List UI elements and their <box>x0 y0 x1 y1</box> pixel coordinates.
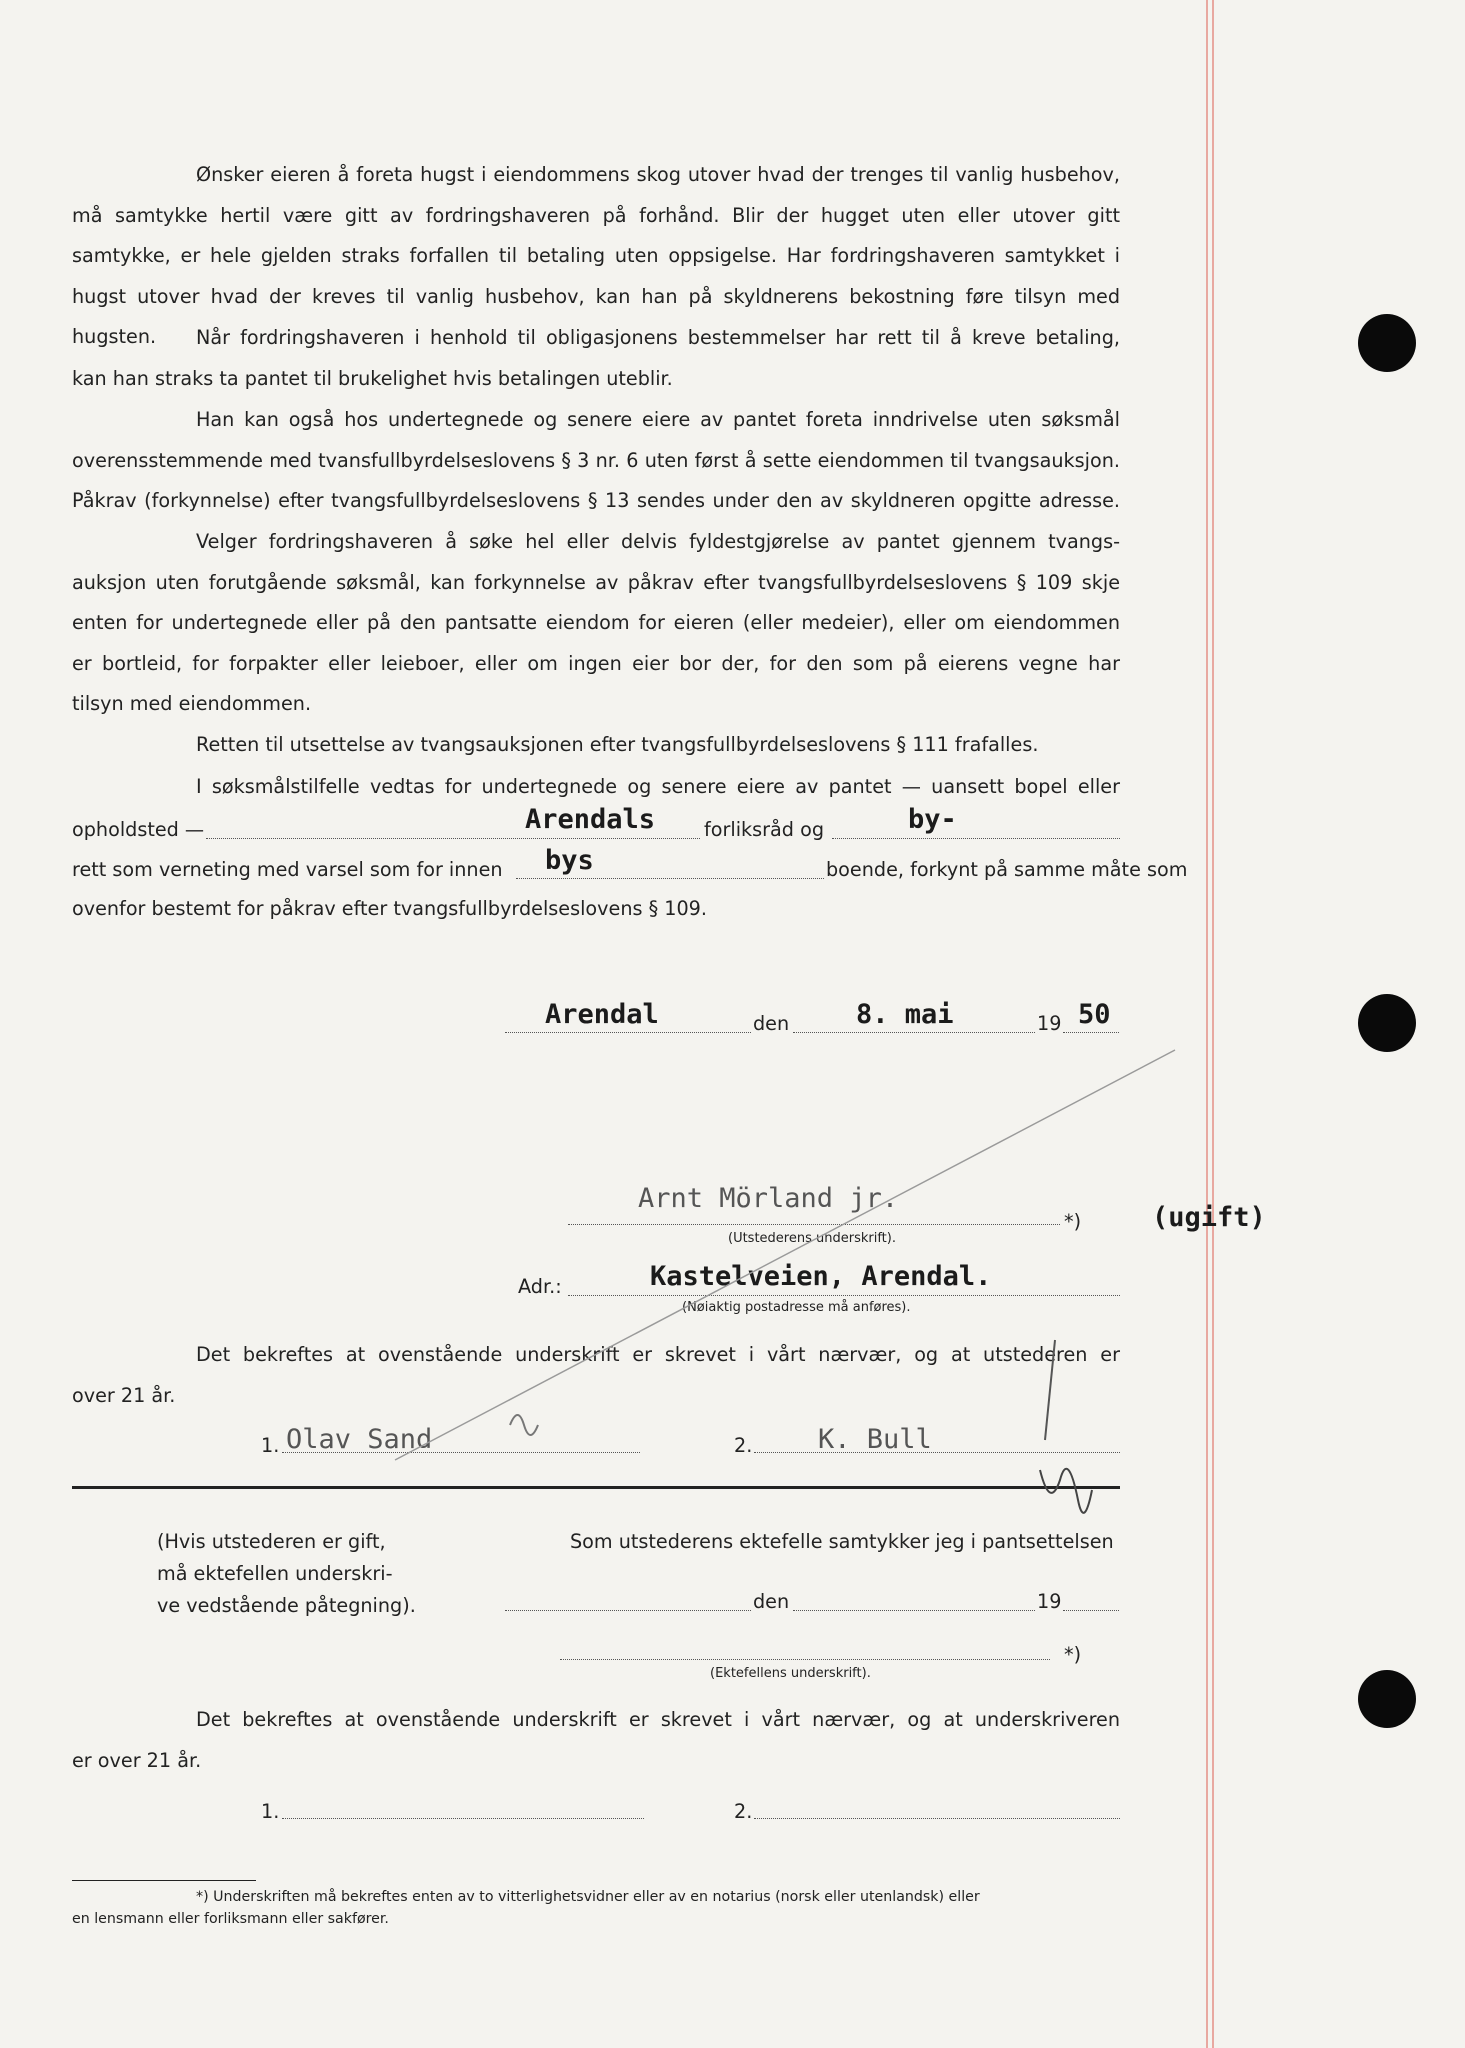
issuer-marital-status: (ugift) <box>1152 1202 1266 1233</box>
spouse-consent-text: Som utstederens ektefelle samtykker jeg i pantsettelsen <box>570 1530 1114 1553</box>
witness1-name-1: Olav Sand <box>286 1424 433 1455</box>
spouse-signature-label: (Ektefellens underskrift). <box>710 1666 871 1681</box>
issuer-signature-label: (Utstederens underskrift). <box>728 1231 896 1246</box>
line: Ønsker eieren å foreta hugst i eiendommens skog utover hvad der trenges til vanlig husbehov, <box>196 163 1120 186</box>
spouse-signature-asterisk: *) <box>1064 1643 1082 1666</box>
venue-line2-end: boende, forkynt på samme måte som <box>826 858 1188 881</box>
witness1-name-2: K. Bull <box>818 1424 932 1455</box>
venue-line3: ovenfor bestemt for påkrav efter tvangsfullbyrdelseslovens § 109. <box>72 897 707 920</box>
issuer-signature-asterisk: *) <box>1064 1210 1082 1233</box>
line: kan han straks ta pantet til brukelighet hvis betalingen uteblir. <box>72 366 673 390</box>
line: tilsyn med eiendommen. <box>72 692 312 715</box>
line: over 21 år. <box>72 1383 176 1407</box>
dateline-date: 8. mai <box>856 999 954 1030</box>
issuer-signature-name: Arnt Mörland jr. <box>638 1183 899 1214</box>
spouse-den: den <box>753 1590 790 1613</box>
line: er over 21 år. <box>72 1748 202 1772</box>
issuer-address-label: (Nøiaktig postadresse må anføres). <box>682 1300 911 1315</box>
line: Det bekreftes at ovenstående underskrift er skrevet i vårt nærvær, og at underskriveren <box>196 1708 1120 1731</box>
line: overensstemmende med tvansfullbyrdelseslovens § 3 nr. 6 uten først å sette eiendommen til tvangsauksjon. <box>72 448 1120 472</box>
line: auksjon uten forutgående søksmål, kan forkynnelse av påkrav efter tvangsfullbyrdelseslovens § 109 skje <box>72 570 1120 594</box>
witness2-number-2: 2. <box>734 1800 753 1823</box>
venue-line1-start: opholdsted — <box>72 818 205 841</box>
line: er bortleid, for forpakter eller leieboer, eller om ingen eier bor der, for den som på eierens vegne har <box>72 651 1120 675</box>
dateline-year-suffix: 50 <box>1078 999 1111 1030</box>
dateline-year-prefix: 19 <box>1037 1012 1062 1035</box>
line: Retten til utsettelse av tvangsauksjonen efter tvangsfullbyrdelseslovens § 111 frafalles. <box>196 733 1039 756</box>
line: Det bekreftes at ovenstående underskrift er skrevet i vårt nærvær, og at utstederen er <box>196 1343 1120 1366</box>
venue-innen-filled: bys <box>545 845 594 876</box>
venue-line2-start: rett som verneting med varsel som for innen <box>72 858 503 881</box>
line: Påkrav (forkynnelse) efter tvangsfullbyrdelseslovens § 13 sendes under den av skyldneren opgitte adresse. <box>72 489 1120 512</box>
line: hugst utover hvad der kreves til vanlig husbehov, kan han på skyldnerens bekostning føre tilsyn med hugsten. <box>72 284 1120 348</box>
dateline-den: den <box>753 1012 790 1035</box>
line: samtykke, er hele gjelden straks forfallen til betaling uten oppsigelse. Har fordringshaveren samtykket i <box>72 244 1120 267</box>
witness1-number-2: 2. <box>734 1434 753 1457</box>
issuer-address: Kastelveien, Arendal. <box>650 1261 992 1292</box>
line: Når fordringshaveren i henhold til obligasjonens bestemmelser har rett til å kreve betaling, <box>196 326 1120 349</box>
venue-forliksrad-filled: Arendals <box>525 804 656 835</box>
venue-line1-mid: forliksråd og <box>704 818 824 841</box>
spouse-side-note: (Hvis utstederen er gift, må ektefellen underskri- ve vedstående påtegning). <box>157 1530 416 1617</box>
footnote-line: en lensmann eller forliksmann eller sakfører. <box>72 1911 389 1927</box>
witness2-number-1: 1. <box>261 1800 280 1823</box>
line: må samtykke hertil være gitt av fordringshaveren på forhånd. Blir der hugget uten eller utover gitt <box>72 203 1120 227</box>
line: I søksmålstilfelle vedtas for undertegnede og senere eiere av pantet — uansett bopel eller <box>196 775 1120 798</box>
line: enten for undertegnede eller på den pantsatte eiendom for eieren (eller medeier), eller om eiendommen <box>72 611 1120 634</box>
line: Velger fordringshaveren å søke hel eller delvis fyldestgjørelse av pantet gjennem tvangs- <box>196 530 1120 553</box>
witness1-number-1: 1. <box>261 1434 280 1457</box>
venue-byrett-filled: by- <box>908 804 957 835</box>
issuer-adr-label: Adr.: <box>518 1275 562 1298</box>
footnote-line: *) Underskriften må bekreftes enten av to vitterlighetsvidner eller av en notarius (norsk eller utenlandsk) eller <box>196 1889 980 1905</box>
line: Han kan også hos undertegnede og senere eiere av pantet foreta inndrivelse uten søksmål <box>196 408 1120 431</box>
dateline-place: Arendal <box>545 999 659 1030</box>
spouse-year-prefix: 19 <box>1037 1590 1062 1613</box>
